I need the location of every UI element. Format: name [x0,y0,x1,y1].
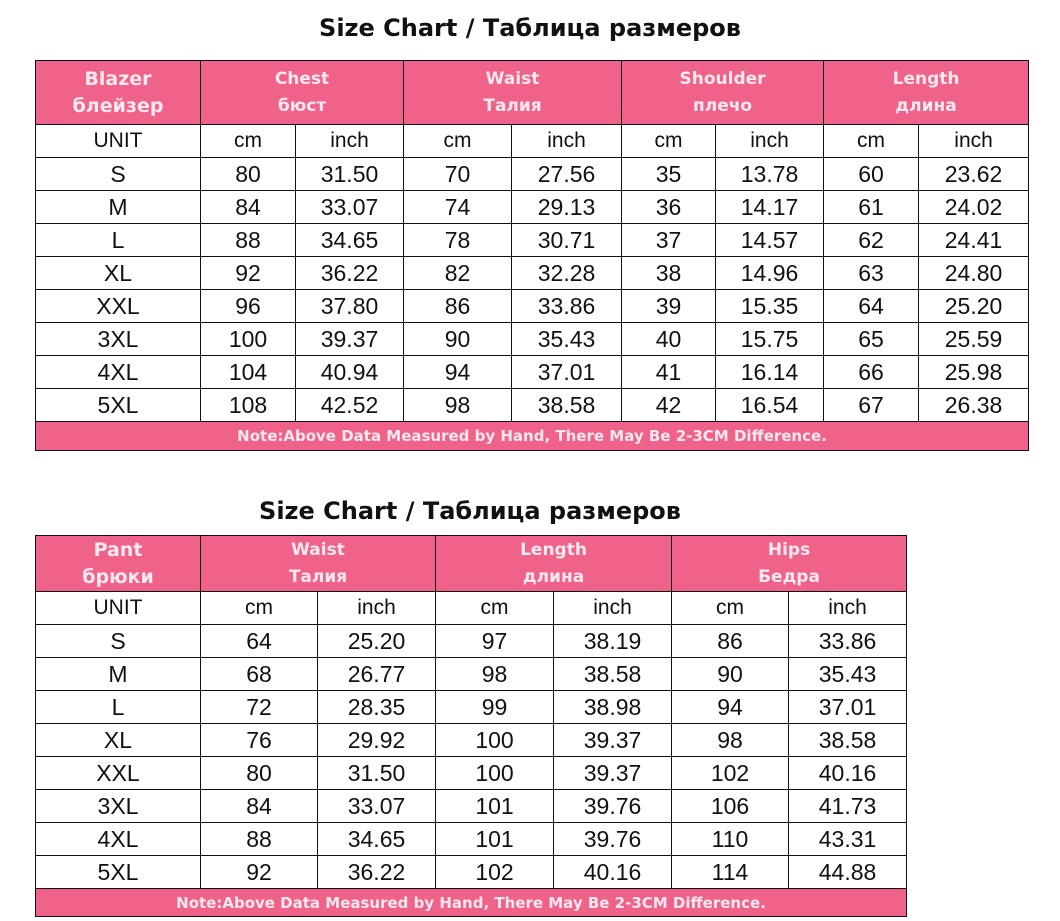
measurement-cell: 98 [404,389,512,422]
header-ru-label: Талия [483,95,542,116]
measurement-cell: 68 [201,658,318,691]
measurement-cell: 39.37 [296,323,404,356]
header-ru-label: блейзер [72,94,164,117]
measurement-cell: 33.07 [318,790,436,823]
measurement-cell: 39.76 [554,823,672,856]
measurement-cell: 80 [201,757,318,790]
measurement-cell: 90 [404,323,512,356]
header-ru-label: брюки [82,565,154,588]
measurement-cell: 34.65 [318,823,436,856]
measurement-cell: 106 [672,790,789,823]
size-label-cell: L [36,224,201,257]
unit-cell: cm [436,592,554,625]
pant-header-waist [201,536,436,592]
size-label-cell: S [36,625,201,658]
measurement-cell: 16.54 [716,389,824,422]
measurement-cell: 86 [404,290,512,323]
blazer-table-row [36,389,1029,422]
measurement-cell: 96 [201,290,296,323]
measurement-cell: 14.57 [716,224,824,257]
measurement-cell: 16.14 [716,356,824,389]
size-label-cell: L [36,691,201,724]
measurement-cell: 92 [201,257,296,290]
measurement-cell: 70 [404,158,512,191]
blazer-header-waist [404,61,622,125]
measurement-cell: 101 [436,823,554,856]
measurement-cell: 25.20 [318,625,436,658]
pant-table-row [36,625,907,658]
unit-cell: inch [789,592,907,625]
measurement-cell: 67 [824,389,919,422]
blazer-table-row [36,323,1029,356]
measurement-cell: 43.31 [789,823,907,856]
size-label-cell: 3XL [36,323,201,356]
measurement-cell: 100 [201,323,296,356]
header-ru-label: плечо [693,95,753,116]
measurement-cell: 102 [436,856,554,889]
measurement-cell: 84 [201,790,318,823]
measurement-cell: 37.01 [789,691,907,724]
measurement-cell: 114 [672,856,789,889]
header-ru-label: длина [522,566,585,587]
size-label-cell: XL [36,257,201,290]
measurement-cell: 39.37 [554,724,672,757]
blazer-table-row [36,191,1029,224]
unit-cell: inch [318,592,436,625]
size-label-cell: XXL [36,290,201,323]
measurement-cell: 110 [672,823,789,856]
blazer-table-row [36,158,1029,191]
measurement-cell: 15.75 [716,323,824,356]
pant-table-row [36,757,907,790]
measurement-cell: 34.65 [296,224,404,257]
measurement-cell: 82 [404,257,512,290]
measurement-cell: 25.20 [919,290,1029,323]
size-label-cell: M [36,191,201,224]
size-label-cell: 3XL [36,790,201,823]
measurement-cell: 35.43 [789,658,907,691]
size-label-cell: S [36,158,201,191]
measurement-cell: 32.28 [512,257,622,290]
measurement-cell: 37 [622,224,716,257]
measurement-cell: 40.94 [296,356,404,389]
measurement-cell: 38 [622,257,716,290]
blazer-table-row [36,356,1029,389]
unit-cell: inch [716,125,824,158]
pant-chart-title: Size Chart / Таблица размеров [259,497,681,525]
measurement-cell: 76 [201,724,318,757]
measurement-cell: 33.86 [789,625,907,658]
measurement-cell: 31.50 [296,158,404,191]
measurement-cell: 98 [436,658,554,691]
measurement-cell: 33.07 [296,191,404,224]
unit-cell: UNIT [36,592,201,625]
measurement-cell: 41.73 [789,790,907,823]
measurement-cell: 94 [672,691,789,724]
pant-header-hips [672,536,907,592]
measurement-cell: 31.50 [318,757,436,790]
measurement-cell: 104 [201,356,296,389]
measurement-cell: 41 [622,356,716,389]
measurement-cell: 80 [201,158,296,191]
measurement-cell: 23.62 [919,158,1029,191]
pant-table-row [36,691,907,724]
measurement-cell: 39.37 [554,757,672,790]
measurement-cell: 94 [404,356,512,389]
measurement-cell: 39.76 [554,790,672,823]
pant-header-length [436,536,672,592]
measurement-cell: 28.35 [318,691,436,724]
measurement-cell: 42.52 [296,389,404,422]
unit-cell: UNIT [36,125,201,158]
measurement-cell: 38.58 [554,658,672,691]
measurement-cell: 14.96 [716,257,824,290]
measurement-cell: 14.17 [716,191,824,224]
measurement-cell: 25.98 [919,356,1029,389]
measurement-cell: 64 [201,625,318,658]
size-label-cell: 4XL [36,356,201,389]
header-en-label: Blazer [84,67,152,90]
pant-note: Note:Above Data Measured by Hand, There May Be 2-3CM Difference. [36,889,907,917]
measurement-cell: 92 [201,856,318,889]
blazer-table-row [36,224,1029,257]
measurement-cell: 101 [436,790,554,823]
measurement-cell: 13.78 [716,158,824,191]
blazer-note: Note:Above Data Measured by Hand, There May Be 2-3CM Difference. [36,422,1029,451]
measurement-cell: 40 [622,323,716,356]
measurement-cell: 37.80 [296,290,404,323]
size-label-cell: XXL [36,757,201,790]
measurement-cell: 35.43 [512,323,622,356]
measurement-cell: 42 [622,389,716,422]
measurement-cell: 36 [622,191,716,224]
measurement-cell: 15.35 [716,290,824,323]
measurement-cell: 100 [436,724,554,757]
measurement-cell: 39 [622,290,716,323]
blazer-table-row [36,290,1029,323]
unit-cell: cm [824,125,919,158]
measurement-cell: 33.86 [512,290,622,323]
header-en-label: Waist [485,68,540,89]
measurement-cell: 29.92 [318,724,436,757]
header-ru-label: бюст [277,95,327,116]
measurement-cell: 38.58 [789,724,907,757]
measurement-cell: 90 [672,658,789,691]
measurement-cell: 74 [404,191,512,224]
header-en-label: Hips [767,539,811,560]
unit-cell: inch [554,592,672,625]
measurement-cell: 25.59 [919,323,1029,356]
measurement-cell: 64 [824,290,919,323]
measurement-cell: 108 [201,389,296,422]
header-ru-label: длина [895,95,957,116]
blazer-size-table [35,60,1029,451]
blazer-header-shoulder [622,61,824,125]
header-en-label: Shoulder [679,68,766,89]
measurement-cell: 66 [824,356,919,389]
measurement-cell: 35 [622,158,716,191]
measurement-cell: 27.56 [512,158,622,191]
unit-cell: inch [919,125,1029,158]
unit-cell: cm [201,592,318,625]
pant-unit-row [36,592,907,625]
size-label-cell: 5XL [36,856,201,889]
measurement-cell: 98 [672,724,789,757]
pant-table-row [36,658,907,691]
measurement-cell: 26.38 [919,389,1029,422]
blazer-chart-title: Size Chart / Таблица размеров [319,14,741,42]
measurement-cell: 26.77 [318,658,436,691]
blazer-header-length [824,61,1029,125]
header-ru-label: Талия [288,566,348,587]
blazer-header-chest [201,61,404,125]
measurement-cell: 36.22 [318,856,436,889]
unit-cell: cm [404,125,512,158]
blazer-unit-row [36,125,1029,158]
header-en-label: Length [892,68,960,89]
header-ru-label: Бедра [758,566,820,587]
measurement-cell: 88 [201,823,318,856]
measurement-cell: 44.88 [789,856,907,889]
header-en-label: Pant [93,538,143,561]
header-en-label: Waist [291,539,345,560]
unit-cell: cm [672,592,789,625]
pant-header-size [36,536,201,592]
measurement-cell: 24.41 [919,224,1029,257]
measurement-cell: 63 [824,257,919,290]
measurement-cell: 60 [824,158,919,191]
pant-table-row [36,823,907,856]
measurement-cell: 40.16 [789,757,907,790]
measurement-cell: 30.71 [512,224,622,257]
measurement-cell: 86 [672,625,789,658]
pant-table-row [36,724,907,757]
measurement-cell: 84 [201,191,296,224]
measurement-cell: 65 [824,323,919,356]
measurement-cell: 100 [436,757,554,790]
header-en-label: Length [520,539,587,560]
size-label-cell: M [36,658,201,691]
measurement-cell: 102 [672,757,789,790]
pant-size-table [35,535,907,917]
measurement-cell: 97 [436,625,554,658]
unit-cell: inch [512,125,622,158]
blazer-header-size [36,61,201,125]
measurement-cell: 38.19 [554,625,672,658]
measurement-cell: 38.58 [512,389,622,422]
measurement-cell: 24.80 [919,257,1029,290]
unit-cell: cm [201,125,296,158]
measurement-cell: 40.16 [554,856,672,889]
measurement-cell: 78 [404,224,512,257]
measurement-cell: 37.01 [512,356,622,389]
measurement-cell: 36.22 [296,257,404,290]
measurement-cell: 62 [824,224,919,257]
unit-cell: inch [296,125,404,158]
pant-table-row [36,790,907,823]
measurement-cell: 88 [201,224,296,257]
measurement-cell: 61 [824,191,919,224]
measurement-cell: 38.98 [554,691,672,724]
measurement-cell: 24.02 [919,191,1029,224]
pant-table-row [36,856,907,889]
blazer-table-row [36,257,1029,290]
size-label-cell: XL [36,724,201,757]
measurement-cell: 72 [201,691,318,724]
measurement-cell: 29.13 [512,191,622,224]
size-label-cell: 5XL [36,389,201,422]
measurement-cell: 99 [436,691,554,724]
size-label-cell: 4XL [36,823,201,856]
unit-cell: cm [622,125,716,158]
header-en-label: Chest [274,68,330,89]
